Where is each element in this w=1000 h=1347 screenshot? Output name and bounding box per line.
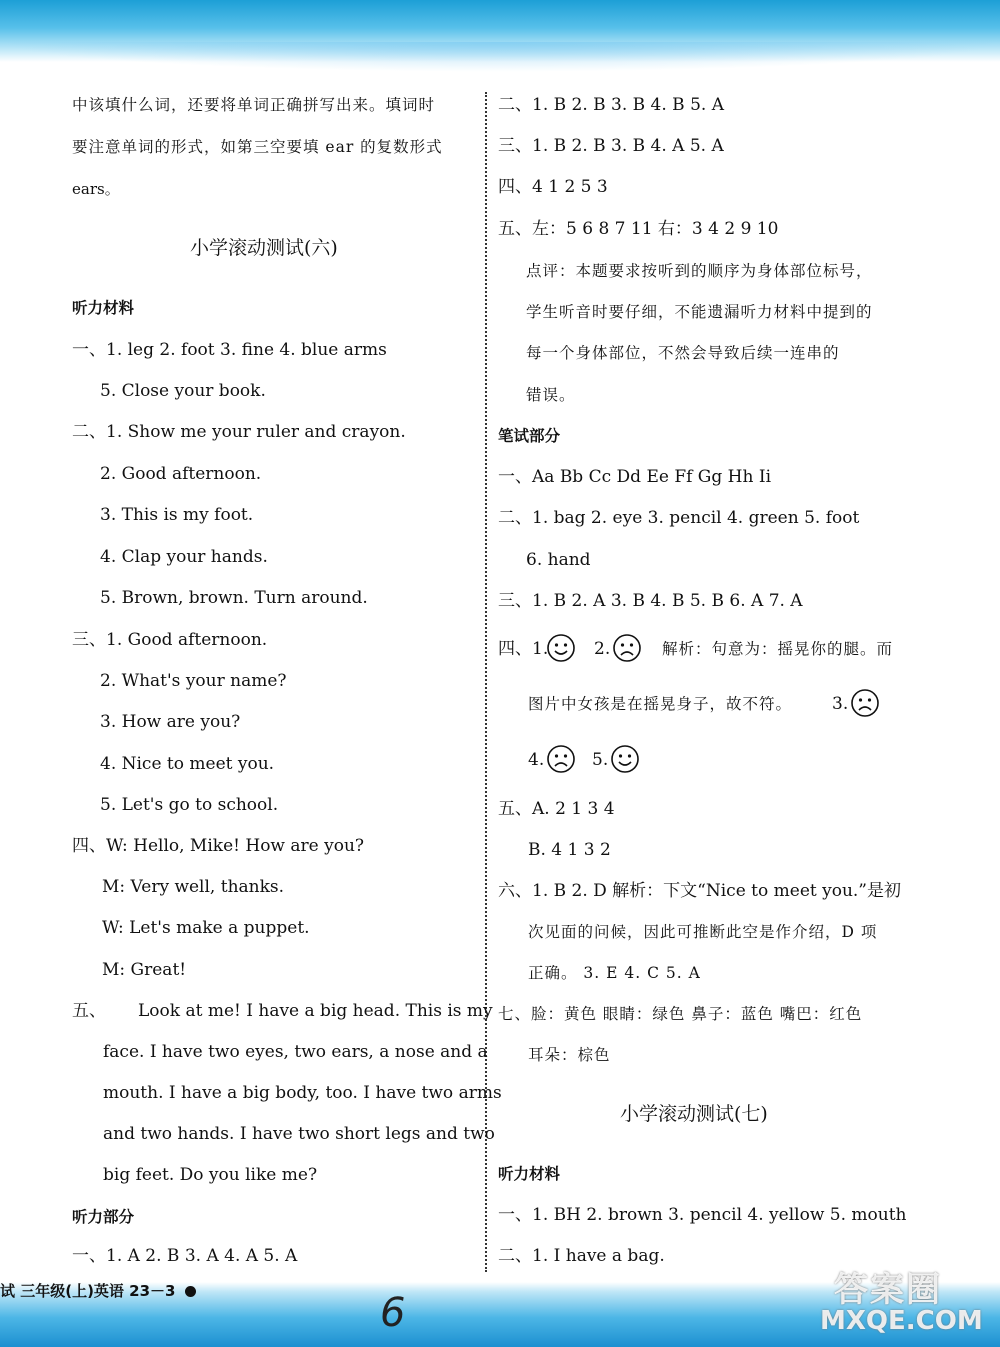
handwritten-page-number: 6 (380, 1290, 406, 1336)
section-label: 五、 (72, 1001, 106, 1021)
answer-line: 2. Good afternoon. (100, 464, 262, 484)
answer-line: 一、1. leg 2. foot 3. fine 4. blue arms (72, 340, 387, 360)
watermark-logo: 答案圈 (834, 1270, 942, 1310)
dialogue-line: M: Great! (102, 960, 187, 980)
answer-line: 一、1. BH 2. brown 3. pencil 4. yellow 5. mouth (498, 1205, 907, 1225)
section-heading: 听力部分 (72, 1208, 135, 1226)
answer-line: 3. How are you? (100, 712, 241, 732)
answer-line: 七、脸：黄色 眼睛：绿色 鼻子：蓝色 嘴巴：红色 (498, 1005, 863, 1023)
answer-line: 3. This is my foot. (100, 505, 254, 525)
watermark (820, 1262, 995, 1342)
dialogue-line: W: Let's make a puppet. (102, 918, 310, 938)
intro-line: ears。 (72, 180, 120, 198)
answer-line: 四、4 1 2 5 3 (498, 177, 608, 197)
smiley-face-icon (546, 633, 576, 663)
analysis-text: 解析：句意为：摇晃你的腿。而 (662, 640, 894, 658)
footer-text: 试 三年级(上)英语 23－3 (0, 1282, 176, 1300)
passage-line: Look at me! I have a big head. This is my (138, 1001, 493, 1021)
sad-face-icon (546, 744, 576, 774)
page-footer (0, 1280, 196, 1301)
passage-line: big feet. Do you like me? (103, 1165, 318, 1185)
answer-line: 6. hand (526, 550, 591, 570)
answer-line: 一、Aa Bb Cc Dd Ee Ff Gg Hh Ii (498, 467, 772, 487)
answer-line: 二、1. B 2. B 3. B 4. B 5. A (498, 95, 724, 115)
section-heading: 听力材料 (72, 299, 135, 317)
answer-line: 三、1. B 2. A 3. B 4. B 5. B 6. A 7. A (498, 591, 803, 611)
passage-line: face. I have two eyes, two ears, a nose and a (103, 1042, 488, 1062)
passage-line: and two hands. I have two short legs and two (103, 1124, 495, 1144)
section-heading: 听力材料 (498, 1165, 561, 1183)
comment-line: 错误。 (526, 386, 576, 404)
answer-line: 5. Brown, brown. Turn around. (100, 588, 368, 608)
answer-line: 5. Close your book. (100, 381, 266, 401)
answer-line: 五、A. 2 1 3 4 (498, 799, 615, 819)
passage-line: mouth. I have a big body, too. I have two arms (103, 1083, 502, 1103)
intro-line: 要注意单词的形式，如第三空要填 ear 的复数形式 (72, 138, 443, 156)
answer-line: 一、1. A 2. B 3. A 4. A 5. A (72, 1246, 298, 1266)
answer-line: 三、1. Good afternoon. (72, 630, 268, 650)
sad-face-icon (850, 688, 880, 718)
answer-line: 六、1. B 2. D 解析：下文“Nice to meet you.”是初 (498, 881, 901, 901)
test-title: 小学滚动测试(七) (620, 1103, 768, 1125)
answer-line: 五、左：5 6 8 7 11 右：3 4 2 9 10 (498, 219, 779, 239)
dialogue-line: 四、W: Hello, Mike! How are you? (72, 836, 365, 856)
footer-dot (185, 1286, 196, 1297)
smiley-face-icon (610, 744, 640, 774)
answer-line: 正确。 3. E 4. C 5. A (528, 964, 701, 982)
intro-line: 中该填什么词，还要将单词正确拼写出来。填词时 (72, 96, 436, 114)
answer-line: 二、1. I have a bag. (498, 1246, 665, 1266)
answer-line: 耳朵：棕色 (528, 1046, 611, 1064)
test-title: 小学滚动测试(六) (190, 237, 338, 259)
comment-line: 每一个身体部位，不然会导致后续一连串的 (526, 344, 840, 362)
answer-label: 4. (528, 750, 545, 770)
answer-line: 4. Clap your hands. (100, 547, 268, 567)
answer-line: 4. Nice to meet you. (100, 754, 275, 774)
answer-label: 5. (592, 750, 609, 770)
answer-line: 次见面的问候，因此可推断此空是作介绍，D 项 (528, 923, 878, 941)
comment-line: 点评：本题要求按听到的顺序为身体部位标号， (526, 262, 873, 280)
sad-face-icon (612, 633, 642, 663)
answer-label: 四、1. (498, 639, 549, 659)
answer-line: 5. Let's go to school. (100, 795, 279, 815)
answer-line: 二、1. bag 2. eye 3. pencil 4. green 5. foot (498, 508, 860, 528)
dialogue-line: M: Very well, thanks. (102, 877, 285, 897)
answer-line: 2. What's your name? (100, 671, 287, 691)
comment-line: 学生听音时要仔细，不能遗漏听力材料中提到的 (526, 303, 873, 321)
answer-label: 3. (832, 694, 849, 714)
top-decorative-band (0, 0, 1000, 62)
analysis-text: 图片中女孩是在摇晃身子，故不符。 (528, 695, 793, 713)
answer-label: 2. (594, 639, 611, 659)
watermark-url: MXQE.COM (820, 1306, 983, 1336)
section-heading: 笔试部分 (498, 427, 561, 445)
answer-line: B. 4 1 3 2 (528, 840, 611, 860)
answer-line: 二、1. Show me your ruler and crayon. (72, 422, 406, 442)
answer-line: 三、1. B 2. B 3. B 4. A 5. A (498, 136, 724, 156)
